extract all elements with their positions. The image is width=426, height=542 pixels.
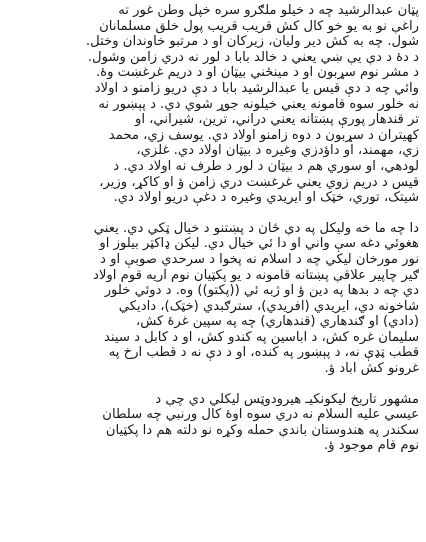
text-line: (دادي) او ګندهاري (قندهاري) چه په سپين غرۀ کش، [135,314,419,330]
text-line: قطب ټډې نه، د پېښور په کنده، او د دې نه د قطب ارخ په [108,345,419,361]
paragraph-3 [7,392,419,454]
text-line: نه خلور سوه قامونه يعني خيلونه جوړ شوي دي. د پېښور نه [98,96,419,112]
text-line: تر قندهار پورې پښتانه يعني دراني، ترين، شيراني، او [134,112,419,128]
paragraph-spacer [7,377,419,392]
text-line: سليمان غره کش، د اباسين په کندو کش، او د کابل د سيند [103,329,419,345]
text-line: د دۀ د دې يې ښي يعني د خالد بابا د لور نه دري زامن وشول. [87,49,419,65]
text-line: شول. چه به کش دير وليان، زيرکان او د مرتبو خاوندان وختل. [85,34,419,50]
text-line: دي چه د بدها په دين ؤ او ژبه ئي ((پکتو)) وه. د دوئي خلور [104,283,419,299]
text-line: وائي چه د دې قيس يا عبدالرشيد بابا د دې دريو زامنو د اولاد [94,80,419,96]
text-line: زي، مهمند، او داؤدزي وغيره د بيټان اولاد دي. غلزي، [136,143,419,159]
text-line: غرونو کش آباد ؤ. [324,361,419,377]
paragraph-2 [7,221,419,377]
text-line: قيس د دريم زوي يعني غرغښت دري زامن ؤ او کاکړ، وزير، [99,174,419,190]
text-line: پټان عبدالرشيد چه د خيلو ملګرو سره خپل وطن غور ته [118,3,419,18]
text-line: راغې نو به يو خو کال کش قريب قريب پول خلق مسلمانان [99,18,419,34]
text-line: سکندر په هندوستان باندې حمله وکړه نو دلته هم دا پکټيان [105,422,419,438]
text-line: نور مورخان ليکي چه د اسلام نه پخوا د سرحدي صوبې او د [100,251,419,267]
text-line: شيتک، توري، خټک او ايريدي وغيره د دغې دريو اولاد دي. [113,190,419,206]
text-line: دا چه ما خه وليکل په دې ځان د پښتنو د خيال ټکي دي. يعني [93,220,419,236]
text-line: کهيتران د سړبون د دوه زامنو اولاد دي. يوسف زي، محمد [108,127,419,143]
text-line: هغوئي دغه سې واني او دا ئي خيال دي. ليکن ډاکټر بيلوز او [99,236,419,252]
paragraph-1 [7,3,419,206]
text-line: ګير چاپير علاقې پښتانه قامونه د يو پکټيان نوم آريه قوم اولاد [93,267,419,283]
text-line: د مشر نوم سړبون او د مينځني بيټان او د دريم غرغښت وۀ. [95,65,419,81]
text-line: مشهور تاريخ ليکونکيـ هيرودوټس ليکلي دي چې د [155,391,419,407]
text-line: عيسي عليه السلام نه دري سوه اوۀ کال ورنبي چه سلطان [102,407,419,423]
paragraph-spacer [7,206,419,221]
text-line: شاخونه دي، ايريدي (افريدي)، سترګبدي (خټک)، داديکي [118,298,419,314]
text-line: نوم قام موجود ؤ. [324,438,419,454]
text-line: لودهي، او سوري هم د بيټان د لور د طرف نه اولاد دي. د [113,158,419,174]
